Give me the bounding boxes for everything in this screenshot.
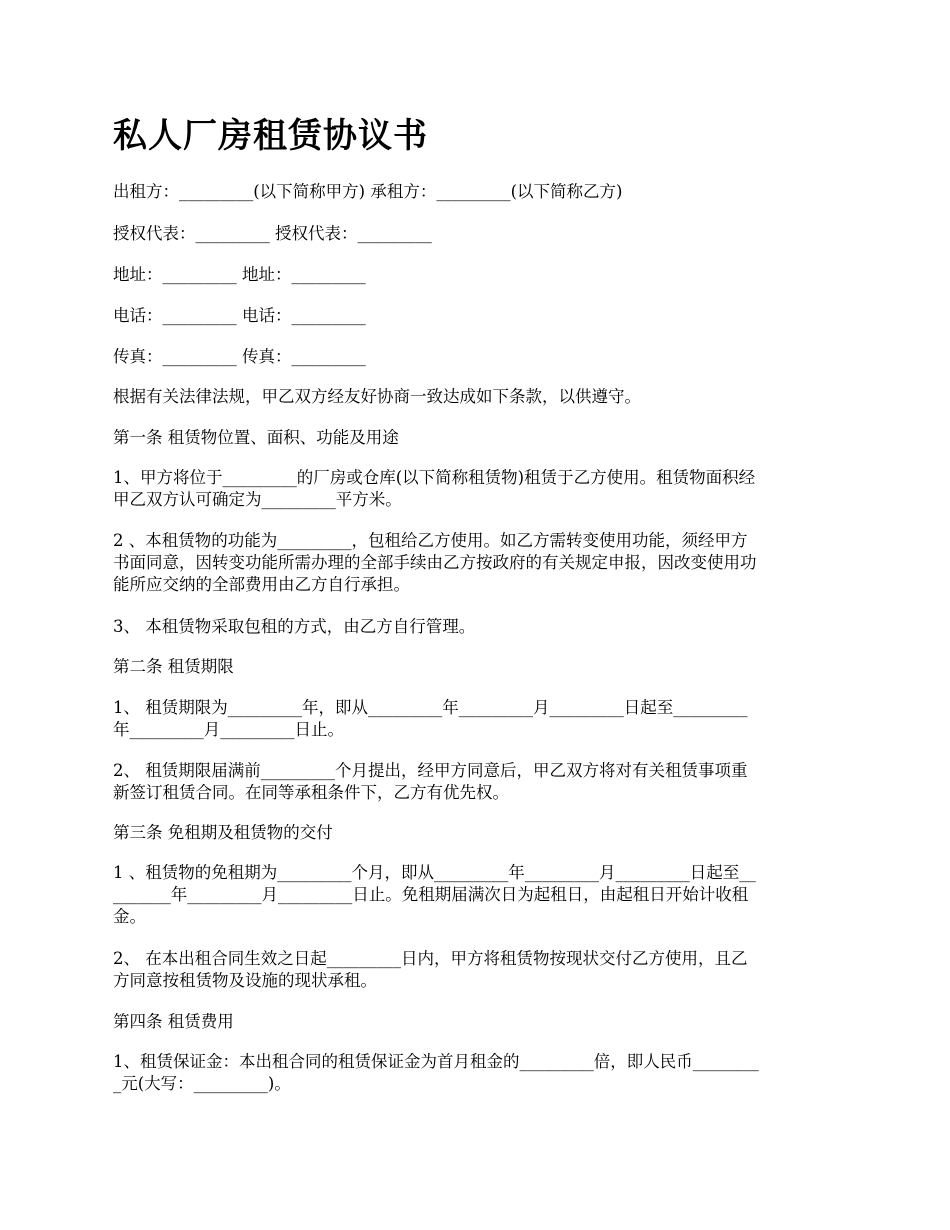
article-4-heading: [113, 1011, 843, 1033]
address-line: [113, 264, 843, 286]
text-line: 1、租赁保证金：本出租合同的租赁保证金为首月租金的_________倍，即人民币________: [113, 1052, 759, 1071]
text-line: 第一条 租赁物位置、面积、功能及用途: [113, 428, 399, 447]
article-1-clause-1: [113, 467, 843, 511]
text-line: 出租方：_________(以下简称甲方) 承租方：_________(以下简称乙方): [113, 182, 623, 201]
text-line: 年_________月_________日止。: [113, 720, 344, 739]
text-line: 1、 租赁期限为_________年，即从_________年_________月_________日起至_________: [113, 698, 748, 717]
article-2-heading: [113, 656, 843, 678]
text-line: 方同意按租赁物及设施的现状承租。: [113, 971, 377, 990]
text-line: 能所应交纳的全部费用由乙方自行承担。: [113, 575, 410, 594]
document-title: 私人厂房租赁协议书: [113, 116, 428, 156]
text-line: 第二条 租赁期限: [113, 657, 234, 676]
lessor-lessee-line: [113, 181, 843, 203]
text-line: _______年_________月_________日止。免租期届满次日为起租日，由起租日开始计收租: [113, 885, 749, 904]
text-line: 甲乙双方认可确定为_________平方米。: [113, 490, 402, 509]
fax-line: [113, 346, 843, 368]
article-4-clause-1: [113, 1051, 843, 1095]
text-line: _元(大写：_________)。: [113, 1074, 291, 1093]
text-line: 2 、本租赁物的功能为_________，包租给乙方使用。如乙方需转变使用功能，须经甲方: [113, 531, 748, 550]
text-line: 第三条 免租期及租赁物的交付: [113, 823, 333, 842]
text-line: 1 、租赁物的免租期为_________个月，即从_________年_________月_________日起至__: [113, 863, 756, 882]
text-line: 书面同意，因转变功能所需办理的全部手续由乙方按政府的有关规定申报，因改变使用功: [113, 553, 757, 572]
representative-line: [113, 223, 843, 245]
text-line: 电话：_________ 电话：_________: [113, 306, 366, 325]
article-1-heading: [113, 427, 843, 449]
preamble-paragraph: [113, 386, 843, 408]
article-1-clause-3: [113, 616, 843, 638]
article-3-clause-1: [113, 862, 843, 928]
text-line: 新签订租赁合同。在同等承租条件下，乙方有优先权。: [113, 783, 509, 802]
text-line: 授权代表：_________ 授权代表：_________: [113, 224, 432, 243]
text-line: 地址：_________ 地址：_________: [113, 265, 366, 284]
text-line: 传真：_________ 传真：_________: [113, 347, 366, 366]
text-line: 3、 本租赁物采取包租的方式，由乙方自行管理。: [113, 617, 476, 636]
text-line: 金。: [113, 907, 146, 926]
text-line: 2、 在本出租合同生效之日起_________日内，甲方将租赁物按现状交付乙方使用，且乙: [113, 949, 748, 968]
text-line: 1、甲方将位于_________的厂房或仓库(以下简称租赁物)租赁于乙方使用。租赁物面积经: [113, 468, 756, 487]
article-2-clause-2: [113, 760, 843, 804]
article-3-clause-2: [113, 948, 843, 992]
text-line: 根据有关法律法规，甲乙双方经友好协商一致达成如下条款，以供遵守。: [113, 387, 641, 406]
article-2-clause-1: [113, 697, 843, 741]
phone-line: [113, 305, 843, 327]
article-1-clause-2: [113, 530, 843, 596]
text-line: 2、 租赁期限届满前_________个月提出，经甲方同意后，甲乙双方将对有关租赁事项重: [113, 761, 748, 780]
article-3-heading: [113, 822, 843, 844]
text-line: 第四条 租赁费用: [113, 1012, 234, 1031]
